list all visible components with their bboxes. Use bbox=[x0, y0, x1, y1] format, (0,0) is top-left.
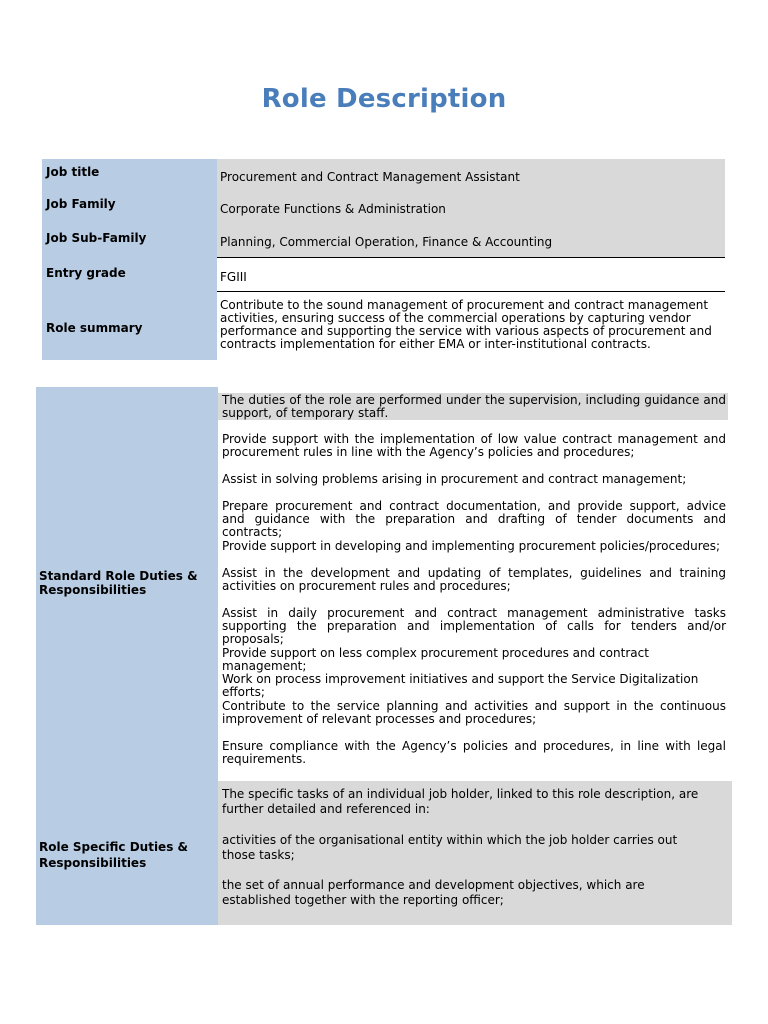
duty-item: Provide support in developing and implementing procurement policies/procedures; bbox=[222, 539, 721, 553]
duty-item: Provide support with the implementation of low value contract management and procurement rules in line with the Agency’s policies and procedures; bbox=[222, 432, 726, 459]
job-title-label: Job title bbox=[46, 165, 100, 179]
job-family-label: Job Family bbox=[46, 197, 116, 211]
duty-item: Contribute to the service planning and activities and support in the continuous improvement of relevant processes and procedures; bbox=[222, 699, 726, 726]
specific-item: The specific tasks of an individual job holder, linked to this role description, are further detailed and referenced in: bbox=[222, 787, 699, 816]
role-summary-label: Role summary bbox=[46, 321, 143, 335]
specific-item: the set of annual performance and development objectives, which are established together with the reporting officer; bbox=[222, 878, 645, 907]
duty-item: Assist in daily procurement and contract management administrative tasks supporting the preparation and implementation of calls for tenders and/or proposals; bbox=[222, 606, 726, 646]
role-summary-value: Contribute to the sound management of procurement and contract management activities, ensuring success of the commercial operations by capturing vendor performance and supporting the service with various aspects of procurement and contracts implementation for either EMA or inter-institutional contracts. bbox=[220, 298, 712, 351]
specific-item: activities of the organisational entity within which the job holder carries out those tasks; bbox=[222, 833, 678, 862]
entry-grade-label: Entry grade bbox=[46, 266, 126, 280]
job-family-value: Corporate Functions & Administration bbox=[220, 202, 446, 216]
row-divider bbox=[217, 291, 725, 292]
row-divider bbox=[217, 257, 725, 258]
duty-item: Work on process improvement initiatives and support the Service Digitalization efforts; bbox=[222, 672, 699, 699]
standard-duties-label: Standard Role Duties & Responsibilities bbox=[39, 569, 198, 597]
duty-item: Assist in solving problems arising in procurement and contract management; bbox=[222, 472, 687, 486]
job-title-value: Procurement and Contract Management Assistant bbox=[220, 170, 520, 184]
duty-item: Prepare procurement and contract documentation, and provide support, advice and guidance with the preparation and drafting of tender documents and contracts; bbox=[222, 499, 726, 539]
entry-grade-value: FGIII bbox=[220, 270, 247, 284]
duty-item: Provide support on less complex procurement procedures and contract management; bbox=[222, 646, 649, 673]
duty-item: Assist in the development and updating of templates, guidelines and training activities on procurement rules and procedures; bbox=[222, 566, 726, 593]
job-subfamily-value: Planning, Commercial Operation, Finance & Accounting bbox=[220, 235, 553, 249]
duty-item: The duties of the role are performed under the supervision, including guidance and support, of temporary staff. bbox=[222, 393, 726, 420]
specific-duties-label: Role Specific Duties & Responsibilities bbox=[39, 840, 188, 870]
job-subfamily-label: Job Sub-Family bbox=[46, 231, 147, 245]
page-title: Role Description bbox=[261, 84, 507, 114]
duty-item: Ensure compliance with the Agency’s policies and procedures, in line with legal requirements. bbox=[222, 739, 726, 766]
